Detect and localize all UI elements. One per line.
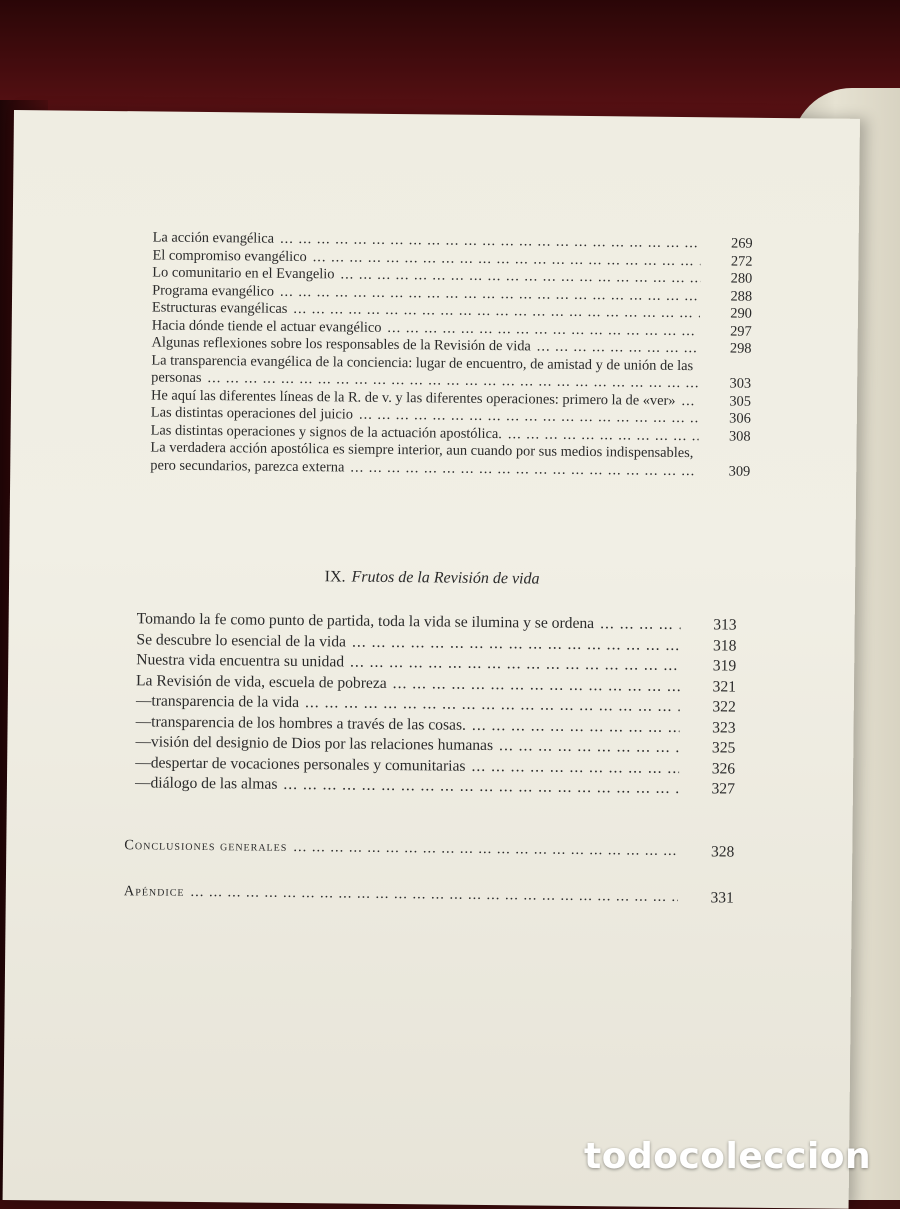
toc-entry-title: Programa evangélico ... . <box>152 282 700 305</box>
toc-entry-title: —transparencia de la vida ... . <box>136 691 680 717</box>
toc-entry-page: 322 <box>712 698 736 716</box>
table-of-contents-part-b <box>135 609 737 800</box>
toc-entry-page: 318 <box>712 636 737 655</box>
toc-entry-page: 326 <box>711 759 736 778</box>
toc-entry-page: 323 <box>712 718 736 737</box>
toc-appendix <box>124 883 734 907</box>
toc-entry-page: 290 <box>730 305 752 322</box>
toc-entry-title: Apéndice ... . <box>124 883 678 906</box>
toc-entry-title: Se descubre lo esencial de la vida ... . <box>136 630 680 656</box>
toc-entry-page: 280 <box>730 270 753 287</box>
toc-entry-title: Estructuras evangélicas ... . <box>152 299 700 322</box>
toc-entry-page: 308 <box>728 428 751 445</box>
toc-entry-page: 297 <box>730 323 752 340</box>
toc-entry-title: Las distintas operaciones y signos de la actuación apostólica. ... . <box>151 422 699 445</box>
toc-entry-page: 319 <box>712 657 737 675</box>
toc-entry-page: 298 <box>729 340 752 357</box>
section-heading <box>9 565 855 592</box>
toc-entry-title: La verdadera acción apostólica es siempre interior, aun cuando por sus medios indispensables, pero secundarios, parezca externa ... . <box>150 439 698 480</box>
toc-entry-title: —diálogo de las almas ... . <box>135 773 679 799</box>
toc-entry-page: 325 <box>711 739 736 757</box>
toc-entry-page: 305 <box>729 393 752 410</box>
toc-entry-title: He aquí las diferentes líneas de la R. de v. y las diferentes operaciones: primero la de «ver» ... . <box>151 387 699 410</box>
book-page <box>3 110 860 1209</box>
toc-entry-title: Lo comunitario en el Evangelio ... . <box>152 264 700 287</box>
toc-entry-title: —transparencia de los hombres a través de las cosas. ... . <box>135 712 679 738</box>
toc-entry-page: 321 <box>712 677 737 696</box>
toc-entry-title: La acción evangélica ... . <box>153 229 701 252</box>
background-fabric <box>0 0 900 120</box>
toc-entry-page: 331 <box>710 889 734 907</box>
toc-entry-title: —despertar de vocaciones personales y comunitarias ... . <box>135 753 679 779</box>
toc-entry-title: Algunas reflexiones sobre los responsables de la Revisión de vida ... . <box>151 334 699 357</box>
toc-conclusions <box>124 837 734 861</box>
toc-entry-title: Nuestra vida encuentra su unidad ... . <box>136 650 680 676</box>
toc-entry <box>124 837 734 861</box>
toc-entry-page: 327 <box>711 780 736 798</box>
toc-entry-title: El compromiso evangélico ... . <box>152 247 700 270</box>
toc-entry-page: 269 <box>730 235 753 252</box>
toc-entry-page: 328 <box>710 843 735 861</box>
toc-entry-title: La transparencia evangélica de la conciencia: lugar de encuentro, de amistad y de unión de las personas ... . <box>151 352 699 393</box>
toc-entry <box>150 439 750 480</box>
toc-entry-page: 306 <box>729 410 751 427</box>
watermark-logo: todocoleccion <box>584 1136 872 1177</box>
toc-entry-title: —visión del designio de Dios por las relaciones humanas ... . <box>135 732 679 758</box>
toc-entry-page: 303 <box>729 375 752 392</box>
toc-entry-title: Las distintas operaciones del juicio ... . <box>151 404 699 427</box>
toc-entry-title: Conclusiones generales ... . <box>124 837 678 860</box>
toc-entry-page: 309 <box>728 463 751 480</box>
toc-entry-page: 313 <box>713 616 737 634</box>
section-title: Frutos de la Revisión de vida <box>351 568 540 588</box>
toc-entry-title: Tomando la fe como punto de partida, toda la vida se ilumina y se ordena ... . <box>137 609 681 635</box>
toc-entry-title: La Revisión de vida, escuela de pobreza ... . <box>136 671 680 697</box>
table-of-contents-part-a <box>150 229 753 480</box>
section-number: IX. <box>324 568 346 586</box>
toc-entry-page: 288 <box>730 288 753 305</box>
toc-entry-page: 272 <box>730 253 753 270</box>
toc-entry <box>124 883 734 907</box>
toc-entry-title: Hacia dónde tiende el actuar evangélico ... . <box>152 317 700 340</box>
